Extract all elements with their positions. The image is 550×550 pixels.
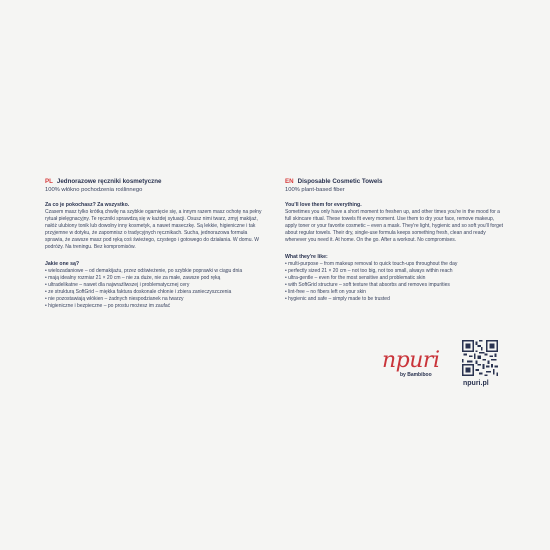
polish-column (45, 178, 265, 310)
pl-title: Jednorazowe ręczniki kosmetyczne (56, 178, 162, 185)
list-item: • ze strukturą SoftGrid – miękka faktura doskonale chłonie i zbiera zanieczyszczenia (45, 289, 232, 295)
en-lang-code: EN (285, 178, 294, 185)
pl-why-title: Za co je pokochasz? Za wszystko. (45, 202, 130, 208)
en-what-title: What they're like: (285, 254, 328, 260)
list-item: • with SoftGrid structure – soft texture that absorbs and removes impurities (285, 282, 450, 288)
logo-byline: by Bambiboo (400, 372, 432, 378)
en-why-text: Sometimes you only have a short moment to freshen up, and other times you're in the mood for a full skincare ritual. These towels fit every moment. Use them to dry your face, remove makeup, apply toner or your favorite cosmetic – even a mask. They're light, hygienic and so soft you'll forget about regular towels. Their dry, single-use formula keeps something fresh, clean and ready whenever you need it. At home. On the go. After a workout. No compromises. (285, 209, 504, 243)
list-item: • ultra-gentle – even for the most sensitive and problematic skin (285, 275, 426, 281)
pl-why-text: Czasem masz tylko krótką chwilę na szybkie ogarnięcie się, a innym razem masz ochotę na pełny rytuał pielęgnacyjny. Te ręczniki sprawdzą się w każdej sytuacji. Osusz nimi twarz, zmyj makijaż, nałóż ulubiony tonik lub dowolny inny kosmetyk, a nawet maseczkę. Są lekkie, higieniczne i tak przyjemne w dotyku, że zapomnisz o tradycyjnych ręcznikach. Sucha, jednorazowa formuła sprawia, że zawsze masz pod ręką coś świeżego, czystego i gotowego do działania. W domu. W podróży. Na treningu. Bez kompromisów. (45, 209, 262, 250)
website-url[interactable]: npuri.pl (463, 380, 489, 387)
list-item: • ultradelikatne – nawet dla najwrażliwszej i problematycznej cery (45, 282, 190, 288)
en-feature-list (285, 261, 505, 303)
en-title: Disposable Cosmetic Towels (297, 178, 383, 185)
npuri-logo: npuri (382, 348, 440, 373)
en-why-title: You'll love them for everything. (285, 202, 362, 208)
list-item: • perfectly sized 21 × 20 cm – not too big, not too small, always within reach (285, 268, 453, 274)
list-item: • hygienic and safe – simply made to be trusted (285, 296, 390, 302)
pl-heading (45, 178, 265, 186)
pl-what-title: Jakie one są? (45, 261, 80, 267)
english-column (285, 178, 505, 303)
qr-code-icon (462, 340, 498, 376)
list-item: • higieniczne i bezpieczne – po prostu możesz im zaufać (45, 303, 171, 309)
pl-feature-list (45, 268, 265, 310)
list-item: • wielozadaniowe – od demakijażu, przez odświeżenie, po szybkie poprawki w ciągu dnia (45, 268, 243, 274)
list-item: • mają idealny rozmiar 21 × 20 cm – nie za duże, nie za małe, zawsze pod ręką (45, 275, 221, 281)
list-item: • nie pozostawiają włókien – żadnych niespodzianek na twarzy (45, 296, 184, 302)
en-heading (285, 178, 505, 186)
list-item: • multi-purpose – from makeup removal to quick touch-ups throughout the day (285, 261, 458, 267)
list-item: • lint-free – no fibers left on your skin (285, 289, 366, 295)
en-subtitle: 100% plant-based fiber (285, 187, 345, 193)
pl-lang-code: PL (45, 178, 53, 185)
pl-subtitle: 100% włókno pochodzenia roślinnego (45, 187, 143, 193)
